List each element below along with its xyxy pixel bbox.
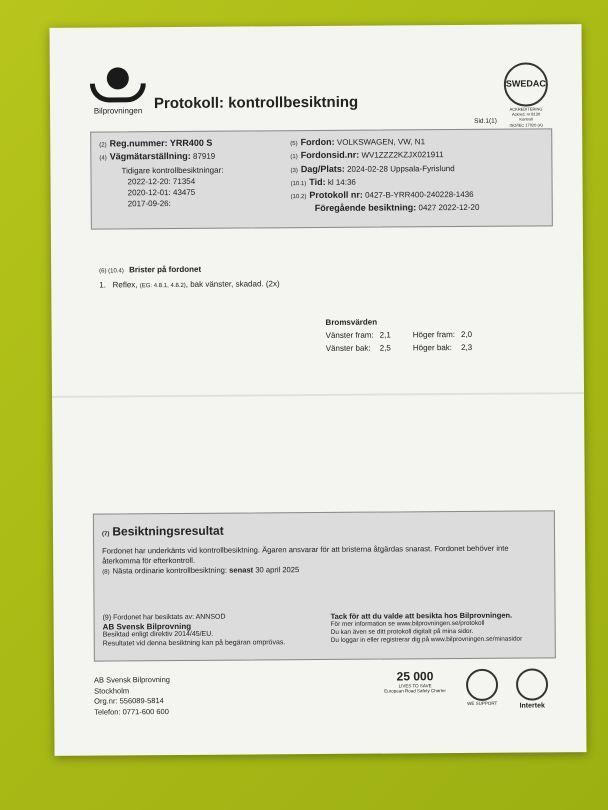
vehicle-info-box	[90, 128, 553, 229]
reg-number: (2) Reg.nummer: YRR400 S	[99, 137, 213, 149]
bilprovningen-logo	[90, 67, 146, 115]
brake-values: Bromsvärden Vänster fram: 2,1 Höger fram: 2,0 Vänster bak: 2,5 Höger bak: 2,3	[325, 315, 478, 355]
paper-fold-line	[52, 392, 584, 398]
previous-inspection: Föregående besiktning: 0427 2022-12-20	[314, 202, 480, 214]
time: (10.1) Tid: kl 14:36	[290, 176, 356, 188]
vehicle-make: (5) Fordon: VOLKSWAGEN, VW, N1	[290, 136, 426, 148]
inspection-protocol-sheet	[49, 24, 586, 756]
road-safety-charter-logo: 25 000 LIVES TO SAVE European Road Safety Charter	[384, 669, 447, 694]
inspected-by: (9) Fordonet har besiktats av: ANNSOD AB Svensk Bilprovning Besiktad enligt direktiv 2014/45/EU. Resultatet vid denna besiktning kan på begäran omprövas.	[102, 613, 286, 648]
global-compact-logo: WE SUPPORT	[462, 669, 502, 706]
defects-section: (6) (10.4) Brister på fordonet 1. Reflex, (EG: 4.8.1, 4.8.2), bak vänster, skadad. (2x)	[99, 264, 280, 290]
inspection-result-box	[93, 510, 556, 661]
swedac-accreditation-seal: SWEDAC ACKREDITERING Ackred. nr 8130 Kontroll ISO/IEC 17020 (A)	[502, 62, 550, 127]
result-text: Fordonet har underkänts vid kontrollbesiktning. Ägaren ansvarar för att bristerna åtgärdas snarast. Fordonet behöver inte återkomma för efterkontroll. (8) Nästa ordinarie kontrollbesiktning: senast 30 april 2025	[102, 543, 509, 576]
odometer: (4) Vägmätarställning: 87919	[99, 151, 216, 162]
result-title: (7) Besiktningsresultat	[101, 523, 224, 539]
protocol-number: (10.2) Protokoll nr: 0427-B-YRR400-240228-1436	[290, 189, 474, 201]
brake-row-front: Vänster fram: 2,1 Höger fram: 2,0	[325, 329, 473, 340]
brake-row-rear: Vänster bak: 2,5 Höger bak: 2,3	[325, 342, 473, 353]
vehicle-id: (1) Fordonsid.nr: WV1ZZZ2KZJX021911	[290, 150, 444, 161]
thanks-note: Tack för att du valde att besikta hos Bilprovningen. För mer information se www.bilprovningen.se/protokoll Du kan även se ditt protokoll digitalt på mina sidor. Du loggar in eller registrerar dig på www.bilprovningen.se/minasidor	[330, 610, 523, 644]
previous-inspections: Tidigare kontrollbesiktningar: 2022-12-20: 71354 2020-12-01: 43475 2017-09-26:	[121, 165, 224, 209]
company-address: AB Svensk Bilprovning Stockholm Org.nr: 556089-5814 Telefon: 0771-600 600	[93, 675, 170, 717]
page-number: Sid.1(1)	[474, 117, 497, 125]
date-place: (3) Dag/Plats: 2024-02-28 Uppsala-Fyrislund	[290, 163, 455, 174]
page-title: Protokoll: kontrollbesiktning	[153, 93, 359, 113]
footer-badges	[380, 668, 560, 729]
intertek-logo: Intertek	[512, 668, 552, 709]
defect-item: 1. Reflex, (EG: 4.8.1, 4.8.2), bak vänster, skadad. (2x)	[99, 279, 280, 290]
logo-name: Bilprovningen	[93, 106, 143, 116]
